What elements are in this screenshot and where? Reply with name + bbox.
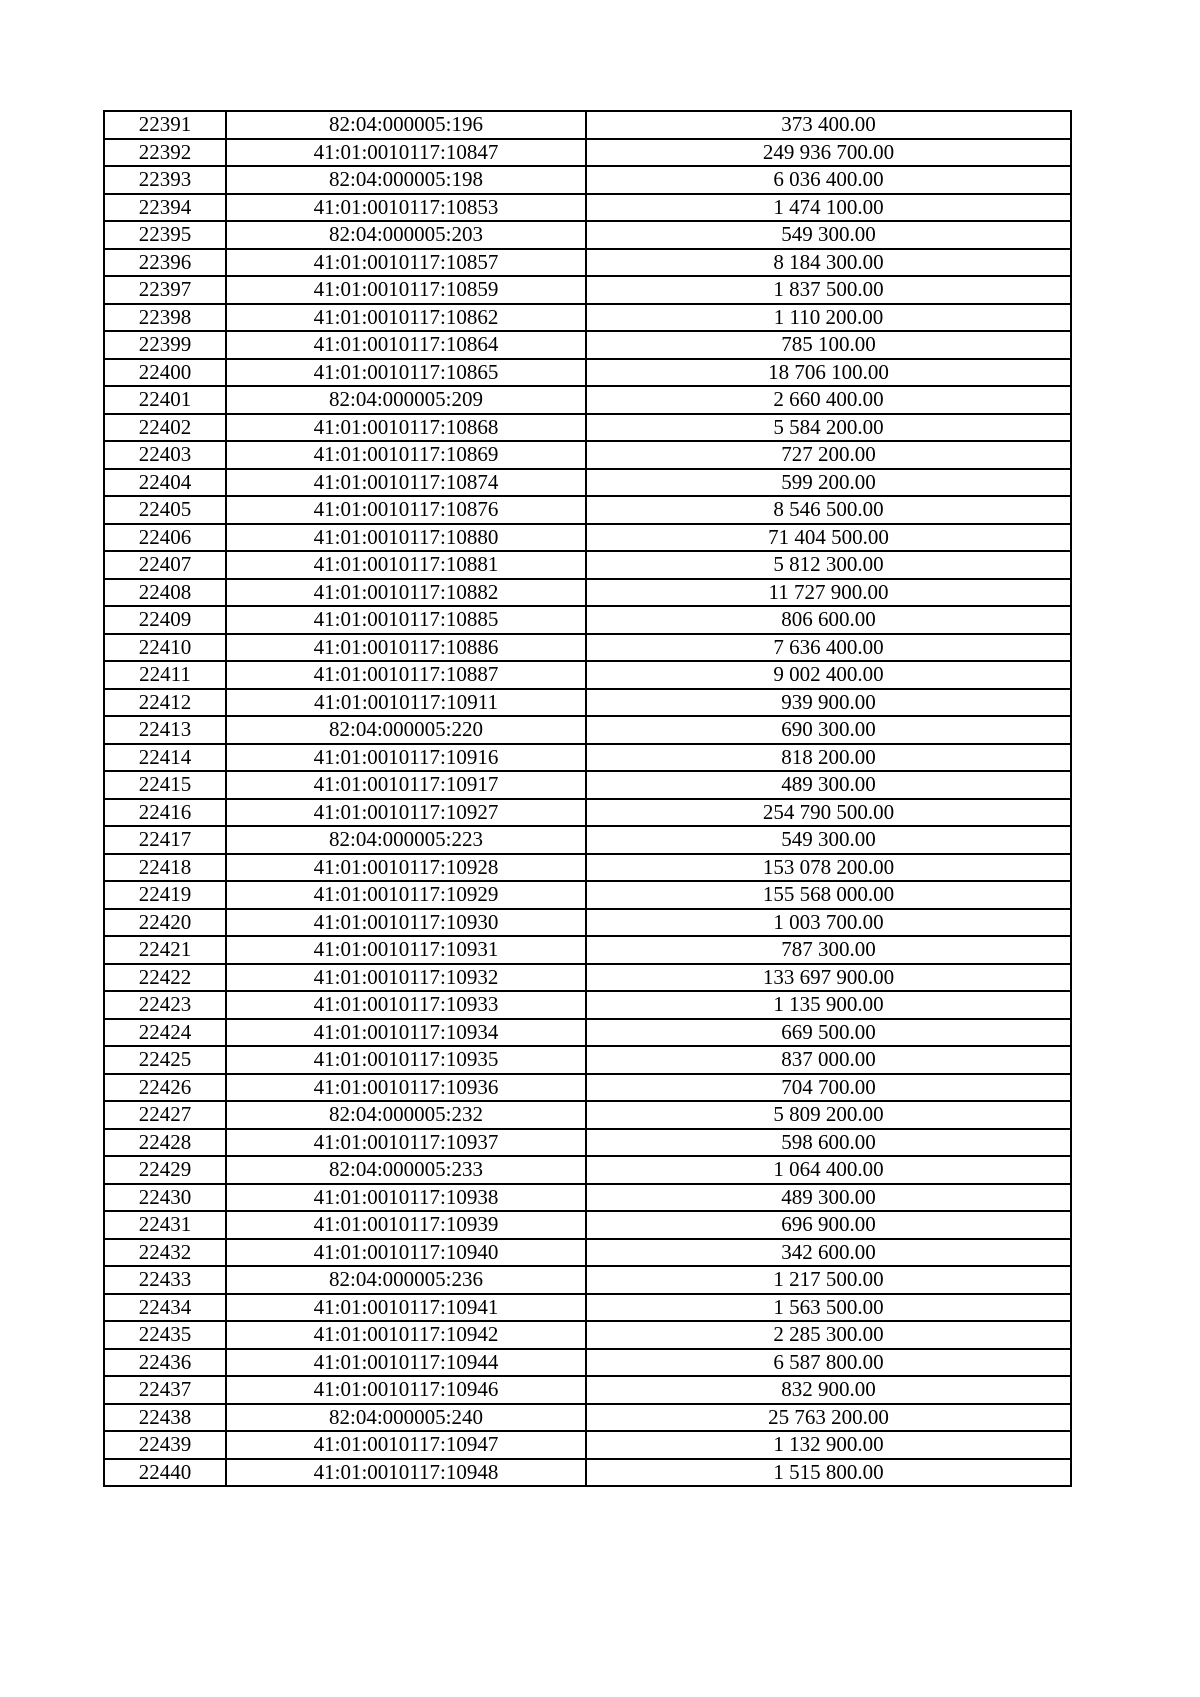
value-cell: 832 900.00 (586, 1376, 1071, 1404)
row-number-cell: 22421 (104, 936, 226, 964)
value-cell: 1 837 500.00 (586, 276, 1071, 304)
row-number-cell: 22419 (104, 881, 226, 909)
value-cell: 254 790 500.00 (586, 799, 1071, 827)
table-row (104, 1239, 1071, 1267)
value-cell: 153 078 200.00 (586, 854, 1071, 882)
cadastral-number-cell: 82:04:000005:240 (226, 1404, 586, 1432)
row-number-cell: 22418 (104, 854, 226, 882)
table-row (104, 111, 1071, 139)
value-cell: 6 036 400.00 (586, 166, 1071, 194)
value-cell: 1 515 800.00 (586, 1459, 1071, 1487)
row-number-cell: 22404 (104, 469, 226, 497)
value-cell: 785 100.00 (586, 331, 1071, 359)
table-row (104, 524, 1071, 552)
row-number-cell: 22412 (104, 689, 226, 717)
cadastral-number-cell: 41:01:0010117:10946 (226, 1376, 586, 1404)
table-row (104, 1404, 1071, 1432)
value-cell: 489 300.00 (586, 1184, 1071, 1212)
table-row (104, 936, 1071, 964)
table-row (104, 881, 1071, 909)
table-row (104, 304, 1071, 332)
row-number-cell: 22432 (104, 1239, 226, 1267)
table-row (104, 359, 1071, 387)
row-number-cell: 22440 (104, 1459, 226, 1487)
row-number-cell: 22425 (104, 1046, 226, 1074)
table-row (104, 1211, 1071, 1239)
row-number-cell: 22405 (104, 496, 226, 524)
table-row (104, 1459, 1071, 1487)
table-row (104, 1184, 1071, 1212)
value-cell: 2 660 400.00 (586, 386, 1071, 414)
cadastral-number-cell: 41:01:0010117:10917 (226, 771, 586, 799)
row-number-cell: 22413 (104, 716, 226, 744)
value-cell: 727 200.00 (586, 441, 1071, 469)
row-number-cell: 22427 (104, 1101, 226, 1129)
table-row (104, 964, 1071, 992)
value-cell: 1 474 100.00 (586, 194, 1071, 222)
row-number-cell: 22392 (104, 139, 226, 167)
value-cell: 155 568 000.00 (586, 881, 1071, 909)
cadastral-number-cell: 41:01:0010117:10916 (226, 744, 586, 772)
cadastral-number-cell: 41:01:0010117:10940 (226, 1239, 586, 1267)
table-row (104, 799, 1071, 827)
value-cell: 669 500.00 (586, 1019, 1071, 1047)
table-row (104, 1294, 1071, 1322)
table-row (104, 1266, 1071, 1294)
row-number-cell: 22407 (104, 551, 226, 579)
table-row (104, 551, 1071, 579)
row-number-cell: 22437 (104, 1376, 226, 1404)
row-number-cell: 22399 (104, 331, 226, 359)
value-cell: 6 587 800.00 (586, 1349, 1071, 1377)
cadastral-number-cell: 41:01:0010117:10937 (226, 1129, 586, 1157)
value-cell: 9 002 400.00 (586, 661, 1071, 689)
row-number-cell: 22420 (104, 909, 226, 937)
value-cell: 787 300.00 (586, 936, 1071, 964)
cadastral-number-cell: 41:01:0010117:10857 (226, 249, 586, 277)
cadastral-number-cell: 82:04:000005:196 (226, 111, 586, 139)
row-number-cell: 22394 (104, 194, 226, 222)
cadastral-number-cell: 41:01:0010117:10874 (226, 469, 586, 497)
cadastral-number-cell: 41:01:0010117:10927 (226, 799, 586, 827)
row-number-cell: 22415 (104, 771, 226, 799)
row-number-cell: 22403 (104, 441, 226, 469)
table-row (104, 194, 1071, 222)
cadastral-number-cell: 82:04:000005:223 (226, 826, 586, 854)
cadastral-number-cell: 41:01:0010117:10881 (226, 551, 586, 579)
cadastral-number-cell: 41:01:0010117:10947 (226, 1431, 586, 1459)
table-body (104, 111, 1071, 1486)
table-row (104, 1046, 1071, 1074)
cadastral-number-cell: 41:01:0010117:10911 (226, 689, 586, 717)
table-row (104, 276, 1071, 304)
row-number-cell: 22395 (104, 221, 226, 249)
table-row (104, 1431, 1071, 1459)
value-cell: 18 706 100.00 (586, 359, 1071, 387)
table-row (104, 386, 1071, 414)
row-number-cell: 22396 (104, 249, 226, 277)
row-number-cell: 22414 (104, 744, 226, 772)
row-number-cell: 22393 (104, 166, 226, 194)
row-number-cell: 22438 (104, 1404, 226, 1432)
row-number-cell: 22416 (104, 799, 226, 827)
cadastral-number-cell: 41:01:0010117:10928 (226, 854, 586, 882)
value-cell: 25 763 200.00 (586, 1404, 1071, 1432)
row-number-cell: 22406 (104, 524, 226, 552)
cadastral-number-cell: 41:01:0010117:10887 (226, 661, 586, 689)
cadastral-number-cell: 41:01:0010117:10853 (226, 194, 586, 222)
value-cell: 549 300.00 (586, 221, 1071, 249)
cadastral-number-cell: 41:01:0010117:10859 (226, 276, 586, 304)
table-row (104, 1321, 1071, 1349)
value-cell: 1 135 900.00 (586, 991, 1071, 1019)
row-number-cell: 22397 (104, 276, 226, 304)
cadastral-number-cell: 82:04:000005:203 (226, 221, 586, 249)
value-cell: 939 900.00 (586, 689, 1071, 717)
cadastral-number-cell: 41:01:0010117:10886 (226, 634, 586, 662)
row-number-cell: 22423 (104, 991, 226, 1019)
table-row (104, 331, 1071, 359)
cadastral-number-cell: 41:01:0010117:10932 (226, 964, 586, 992)
cadastral-number-cell: 41:01:0010117:10929 (226, 881, 586, 909)
row-number-cell: 22391 (104, 111, 226, 139)
cadastral-number-cell: 41:01:0010117:10944 (226, 1349, 586, 1377)
row-number-cell: 22434 (104, 1294, 226, 1322)
value-cell: 1 132 900.00 (586, 1431, 1071, 1459)
value-cell: 818 200.00 (586, 744, 1071, 772)
table-row (104, 249, 1071, 277)
table-row (104, 139, 1071, 167)
value-cell: 549 300.00 (586, 826, 1071, 854)
value-cell: 489 300.00 (586, 771, 1071, 799)
cadastral-number-cell: 41:01:0010117:10880 (226, 524, 586, 552)
value-cell: 342 600.00 (586, 1239, 1071, 1267)
table-row (104, 166, 1071, 194)
cadastral-number-cell: 41:01:0010117:10941 (226, 1294, 586, 1322)
row-number-cell: 22401 (104, 386, 226, 414)
row-number-cell: 22433 (104, 1266, 226, 1294)
cadastral-number-cell: 41:01:0010117:10876 (226, 496, 586, 524)
table-row (104, 744, 1071, 772)
row-number-cell: 22430 (104, 1184, 226, 1212)
table-row (104, 1074, 1071, 1102)
table-row (104, 1019, 1071, 1047)
cadastral-number-cell: 41:01:0010117:10948 (226, 1459, 586, 1487)
value-cell: 249 936 700.00 (586, 139, 1071, 167)
cadastral-number-cell: 41:01:0010117:10933 (226, 991, 586, 1019)
cadastral-number-cell: 41:01:0010117:10885 (226, 606, 586, 634)
cadastral-value-table (103, 110, 1072, 1487)
value-cell: 373 400.00 (586, 111, 1071, 139)
cadastral-number-cell: 82:04:000005:233 (226, 1156, 586, 1184)
value-cell: 1 003 700.00 (586, 909, 1071, 937)
table-row (104, 771, 1071, 799)
cadastral-number-cell: 41:01:0010117:10882 (226, 579, 586, 607)
cadastral-number-cell: 41:01:0010117:10938 (226, 1184, 586, 1212)
cadastral-number-cell: 82:04:000005:232 (226, 1101, 586, 1129)
row-number-cell: 22428 (104, 1129, 226, 1157)
cadastral-number-cell: 41:01:0010117:10847 (226, 139, 586, 167)
row-number-cell: 22408 (104, 579, 226, 607)
table-row (104, 606, 1071, 634)
row-number-cell: 22439 (104, 1431, 226, 1459)
cadastral-number-cell: 82:04:000005:209 (226, 386, 586, 414)
row-number-cell: 22417 (104, 826, 226, 854)
cadastral-number-cell: 41:01:0010117:10942 (226, 1321, 586, 1349)
value-cell: 598 600.00 (586, 1129, 1071, 1157)
value-cell: 1 217 500.00 (586, 1266, 1071, 1294)
cadastral-number-cell: 41:01:0010117:10930 (226, 909, 586, 937)
row-number-cell: 22436 (104, 1349, 226, 1377)
cadastral-number-cell: 41:01:0010117:10939 (226, 1211, 586, 1239)
value-cell: 133 697 900.00 (586, 964, 1071, 992)
cadastral-number-cell: 82:04:000005:220 (226, 716, 586, 744)
table-row (104, 1376, 1071, 1404)
value-cell: 2 285 300.00 (586, 1321, 1071, 1349)
row-number-cell: 22400 (104, 359, 226, 387)
table-row (104, 1156, 1071, 1184)
table-row (104, 909, 1071, 937)
table-row (104, 414, 1071, 442)
value-cell: 5 809 200.00 (586, 1101, 1071, 1129)
value-cell: 7 636 400.00 (586, 634, 1071, 662)
row-number-cell: 22424 (104, 1019, 226, 1047)
table-row (104, 1101, 1071, 1129)
value-cell: 704 700.00 (586, 1074, 1071, 1102)
table-row (104, 1129, 1071, 1157)
value-cell: 806 600.00 (586, 606, 1071, 634)
value-cell: 599 200.00 (586, 469, 1071, 497)
value-cell: 1 563 500.00 (586, 1294, 1071, 1322)
value-cell: 696 900.00 (586, 1211, 1071, 1239)
row-number-cell: 22410 (104, 634, 226, 662)
value-cell: 5 812 300.00 (586, 551, 1071, 579)
row-number-cell: 22411 (104, 661, 226, 689)
cadastral-number-cell: 41:01:0010117:10865 (226, 359, 586, 387)
row-number-cell: 22426 (104, 1074, 226, 1102)
cadastral-number-cell: 41:01:0010117:10862 (226, 304, 586, 332)
cadastral-number-cell: 41:01:0010117:10931 (226, 936, 586, 964)
value-cell: 690 300.00 (586, 716, 1071, 744)
table-row (104, 469, 1071, 497)
cadastral-number-cell: 41:01:0010117:10869 (226, 441, 586, 469)
value-cell: 837 000.00 (586, 1046, 1071, 1074)
cadastral-number-cell: 82:04:000005:236 (226, 1266, 586, 1294)
table-row (104, 579, 1071, 607)
row-number-cell: 22435 (104, 1321, 226, 1349)
row-number-cell: 22422 (104, 964, 226, 992)
value-cell: 5 584 200.00 (586, 414, 1071, 442)
cadastral-number-cell: 41:01:0010117:10934 (226, 1019, 586, 1047)
table-row (104, 441, 1071, 469)
row-number-cell: 22398 (104, 304, 226, 332)
table-row (104, 689, 1071, 717)
cadastral-number-cell: 41:01:0010117:10935 (226, 1046, 586, 1074)
cadastral-number-cell: 41:01:0010117:10864 (226, 331, 586, 359)
table-row (104, 221, 1071, 249)
value-cell: 8 184 300.00 (586, 249, 1071, 277)
value-cell: 8 546 500.00 (586, 496, 1071, 524)
table-row (104, 854, 1071, 882)
cadastral-number-cell: 41:01:0010117:10868 (226, 414, 586, 442)
table-row (104, 661, 1071, 689)
cadastral-number-cell: 82:04:000005:198 (226, 166, 586, 194)
table-row (104, 716, 1071, 744)
value-cell: 11 727 900.00 (586, 579, 1071, 607)
table-row (104, 991, 1071, 1019)
table-row (104, 826, 1071, 854)
row-number-cell: 22429 (104, 1156, 226, 1184)
table-row (104, 496, 1071, 524)
value-cell: 1 064 400.00 (586, 1156, 1071, 1184)
cadastral-number-cell: 41:01:0010117:10936 (226, 1074, 586, 1102)
table-row (104, 634, 1071, 662)
table-row (104, 1349, 1071, 1377)
row-number-cell: 22402 (104, 414, 226, 442)
row-number-cell: 22409 (104, 606, 226, 634)
row-number-cell: 22431 (104, 1211, 226, 1239)
value-cell: 1 110 200.00 (586, 304, 1071, 332)
value-cell: 71 404 500.00 (586, 524, 1071, 552)
